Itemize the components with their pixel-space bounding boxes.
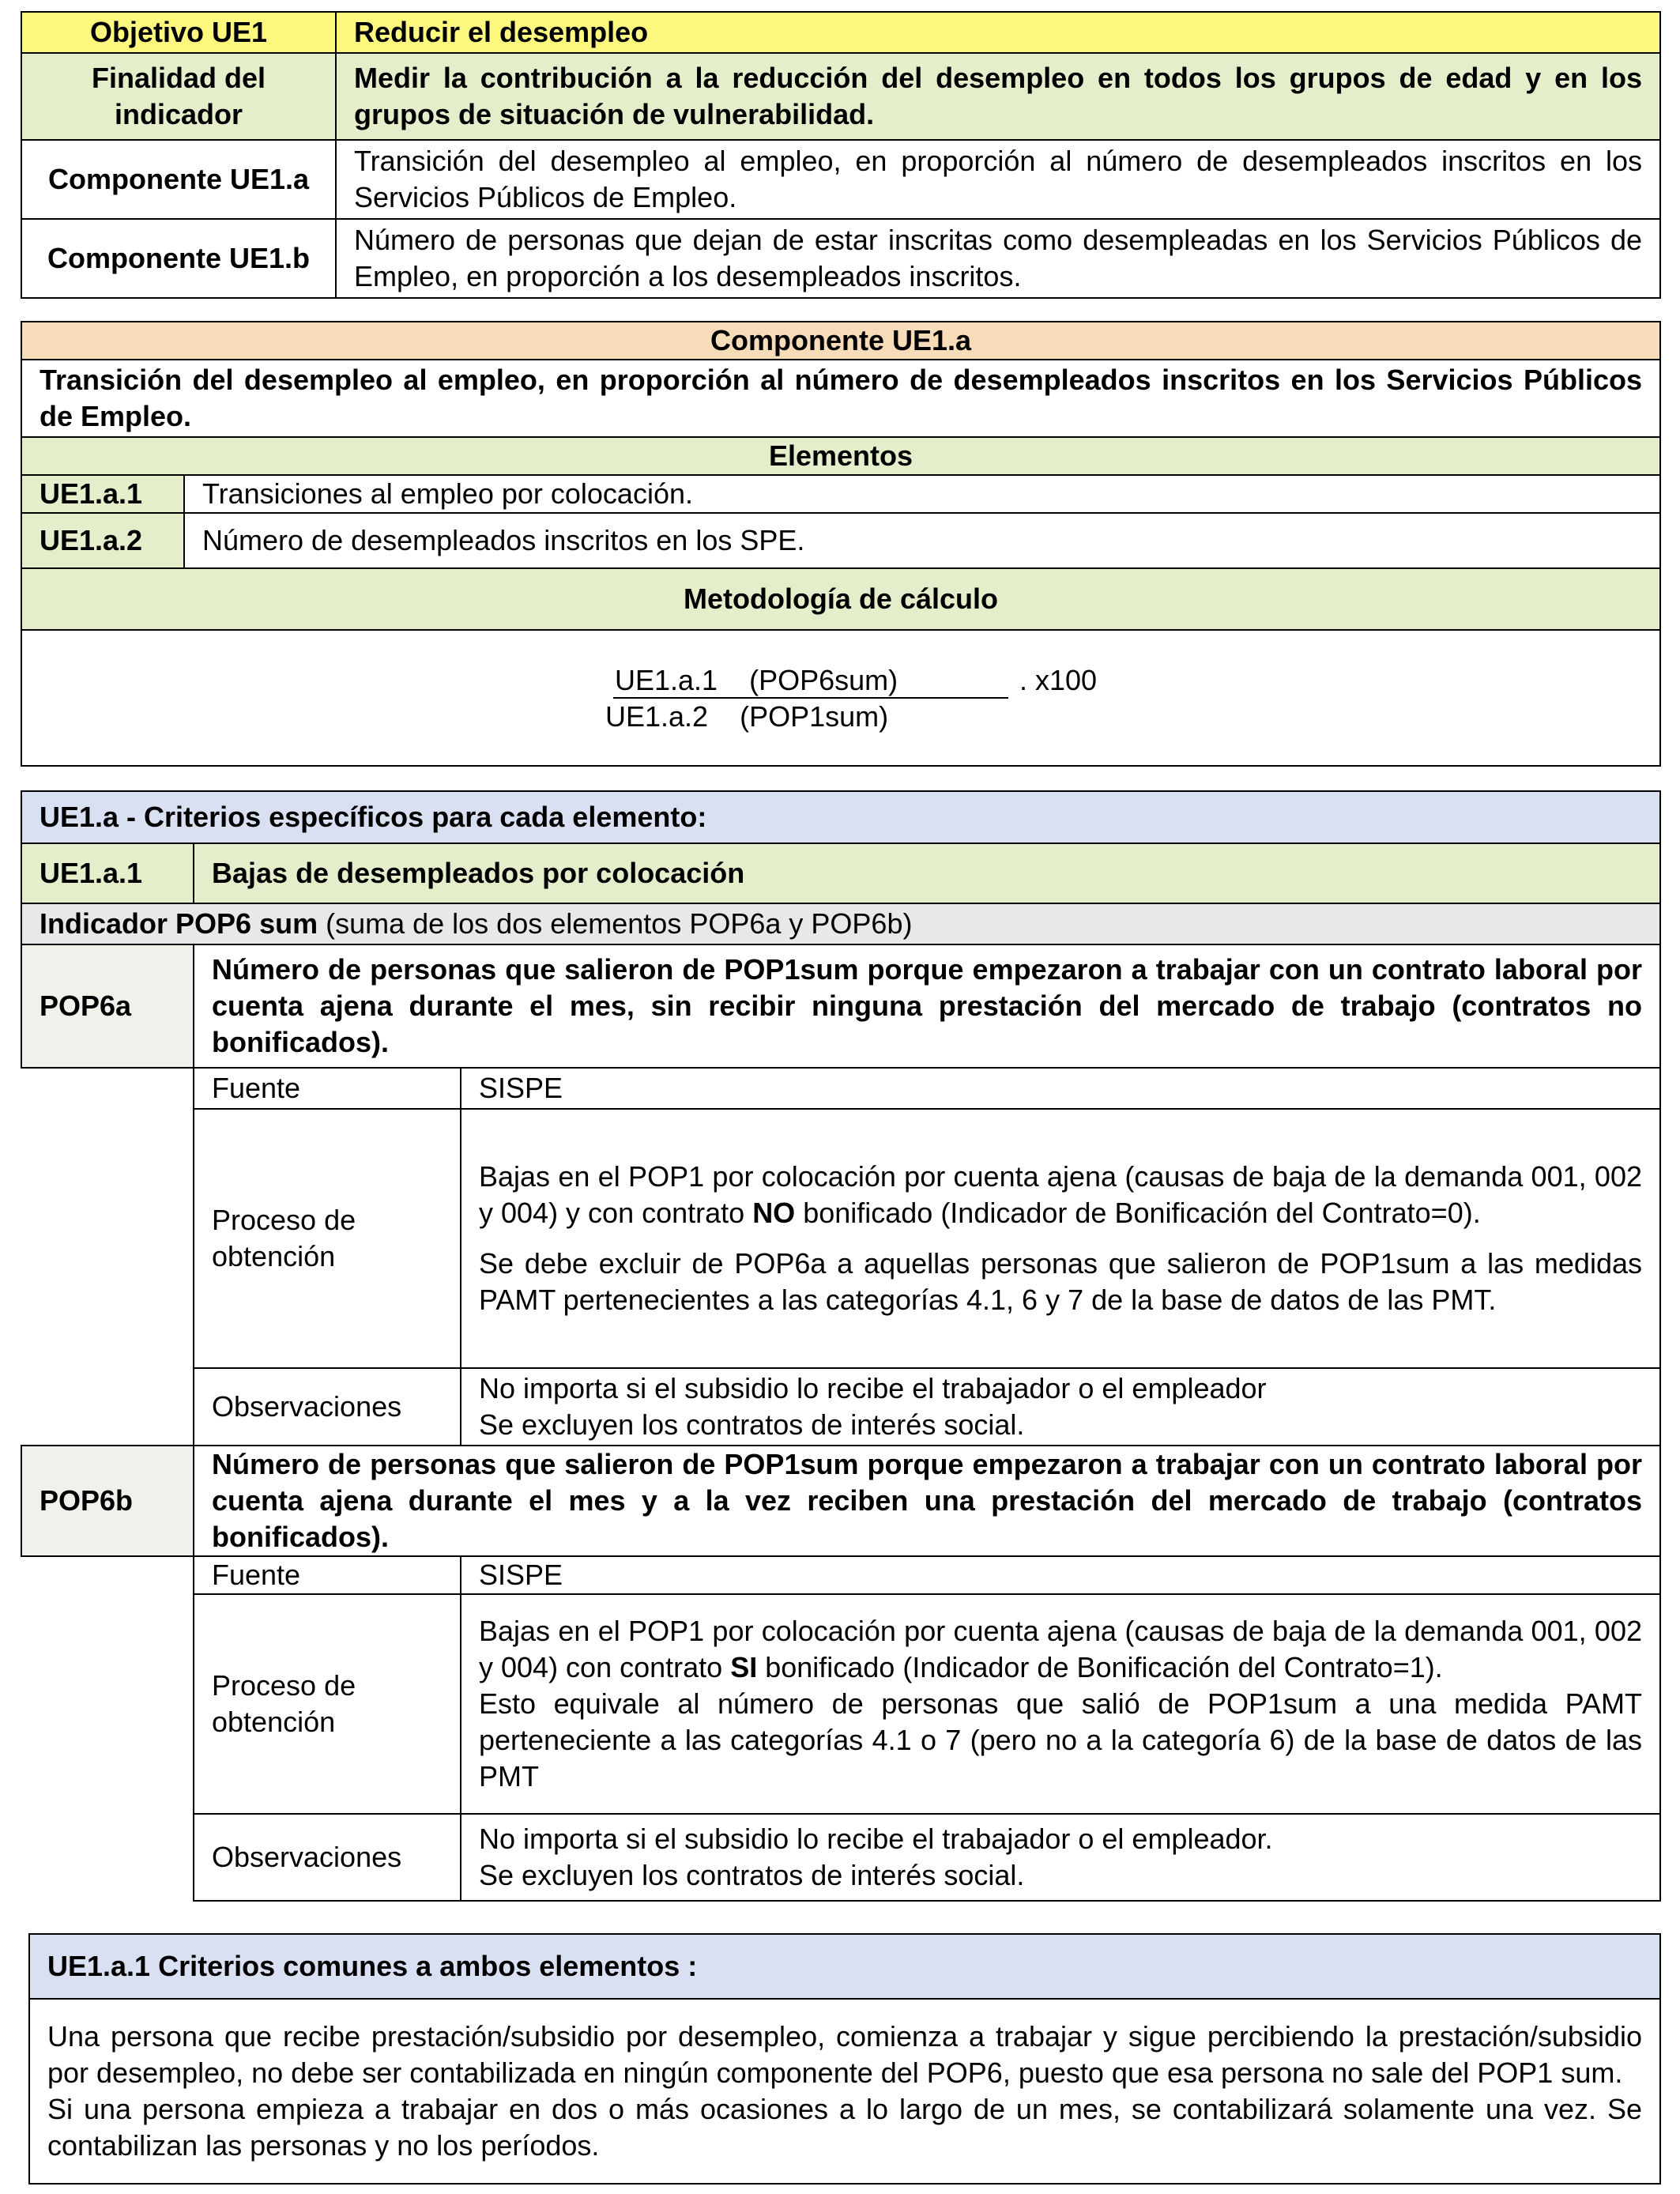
pop6a-proceso-value [461, 1109, 1660, 1368]
pop6a-code: POP6a [21, 944, 194, 1068]
summary-table [21, 11, 1661, 299]
componente-b-label: Componente UE1.b [21, 219, 336, 298]
element-code: UE1.a.1 [21, 475, 184, 513]
component-header: Componente UE1.a [21, 322, 1660, 360]
pop6b-obs-line: No importa si el subsidio lo recibe el trabajador o el empleador. [479, 1823, 1273, 1855]
formula-cell [21, 630, 1660, 766]
component-table [21, 321, 1661, 767]
pop6a-obs-value [461, 1368, 1660, 1446]
element-text: Número de desempleados inscritos en los SPE. [184, 513, 1660, 568]
component-description: Transición del desempleo al empleo, en proporción al número de desempleados inscritos en los Servicios Públicos de Empleo. [21, 360, 1660, 437]
criteria-element-code: UE1.a.1 [21, 843, 194, 903]
common-header: UE1.a.1 Criterios comunes a ambos elementos : [29, 1934, 1660, 1999]
pop6b-description: Número de personas que salieron de POP1sum porque empezaron a trabajar con un contrato laboral por cuenta ajena durante el mes y a la vez reciben una prestación del mercado de trabajo (contratos bonificados). [194, 1446, 1660, 1556]
pop6a-obs-label: Observaciones [194, 1368, 461, 1446]
formula-denominator: UE1.a.2 (POP1sum) [605, 700, 889, 733]
pop6a-description: Número de personas que salieron de POP1sum porque empezaron a trabajar con un contrato laboral por cuenta ajena durante el mes, sin recibir ninguna prestación del mercado de trabajo (contratos no bonificados). [194, 944, 1660, 1068]
pop6b-obs-line: Se excluyen los contratos de interés social. [479, 1859, 1025, 1891]
componente-b-value: Número de personas que dejan de estar inscritas como desempleadas en los Servicios Públicos de Empleo, en proporción a los desempleados inscritos. [336, 219, 1660, 298]
objetivo-label: Objetivo UE1 [21, 12, 336, 53]
pop6b-fuente-label: Fuente [194, 1556, 461, 1594]
finalidad-value: Medir la contribución a la reducción del desempleo en todos los grupos de edad y en los grupos de situación de vulnerabilidad. [336, 53, 1660, 140]
formula-numerator: UE1.a.1 (POP6sum) [615, 664, 898, 696]
pop6a-proceso-p1: Bajas en el POP1 por colocación por cuenta ajena (causas de baja de la demanda 001, 002 y 004) y con contrato NO bonificado (Indicador de Bonificación del Contrato=0). [479, 1160, 1642, 1229]
pop6a-proceso-p2: Se debe excluir de POP6a a aquellas personas que salieron de POP1sum a las medidas PAMT pertenecientes a las categorías 4.1, 6 y 7 de la base de datos de las PMT. [479, 1247, 1642, 1316]
criteria-table [21, 790, 1661, 1902]
method-header: Metodología de cálculo [21, 568, 1660, 630]
common-body [29, 1999, 1660, 2184]
pop6a-proceso-label: Proceso de obtención [194, 1109, 461, 1368]
pop6b-proceso-p1: Bajas en el POP1 por colocación por cuenta ajena (causas de baja de la demanda 001, 002 y 004) con contrato SI bonificado (Indicador de Bonificación del Contrato=1). [479, 1615, 1642, 1683]
element-row [21, 513, 1660, 568]
element-code: UE1.a.2 [21, 513, 184, 568]
common-criteria-table [28, 1933, 1661, 2185]
element-row [21, 475, 1660, 513]
pop6b-proceso-label: Proceso de obtención [194, 1594, 461, 1814]
pop6b-proceso-value [461, 1594, 1660, 1814]
formula [22, 631, 1659, 765]
common-p2: Si una persona empieza a trabajar en dos o más ocasiones a lo largo de un mes, se contabilizará solamente una vez. Se contabilizan las personas y no los períodos. [47, 2093, 1642, 2162]
elements-header: Elementos [21, 437, 1660, 475]
formula-multiplier: . x100 [1019, 664, 1098, 696]
pop6b-code: POP6b [21, 1446, 194, 1556]
finalidad-label: Finalidad del indicador [21, 53, 336, 140]
pop6a-obs-line: No importa si el subsidio lo recibe el trabajador o el empleador [479, 1372, 1267, 1404]
common-p1: Una persona que recibe prestación/subsidio por desempleo, comienza a trabajar y sigue percibiendo la prestación/subsidio por desempleo, no debe ser contabilizada en ningún componente del POP6, puesto que esa persona no sale del POP1 sum. [47, 2020, 1642, 2089]
indicator-note: (suma de los dos elementos POP6a y POP6b) [318, 907, 913, 940]
objetivo-value: Reducir el desempleo [336, 12, 1660, 53]
criteria-header: UE1.a - Criterios específicos para cada elemento: [21, 791, 1660, 843]
pop6a-fuente-label: Fuente [194, 1068, 461, 1109]
pop6b-fuente-value: SISPE [461, 1556, 1660, 1594]
pop6a-obs-line: Se excluyen los contratos de interés social. [479, 1408, 1025, 1441]
indicator-row [21, 903, 1660, 944]
componente-a-value: Transición del desempleo al empleo, en proporción al número de desempleados inscritos en los Servicios Públicos de Empleo. [336, 140, 1660, 219]
criteria-element-title: Bajas de desempleados por colocación [194, 843, 1660, 903]
element-text: Transiciones al empleo por colocación. [184, 475, 1660, 513]
componente-a-label: Componente UE1.a [21, 140, 336, 219]
pop6b-obs-value [461, 1814, 1660, 1901]
pop6a-fuente-value: SISPE [461, 1068, 1660, 1109]
pop6b-obs-label: Observaciones [194, 1814, 461, 1901]
pop6b-proceso-p2: Esto equivale al número de personas que salió de POP1sum a una medida PAMT perteneciente a las categorías 4.1 o 7 (pero no a la categoría 6) de la base de datos de las PMT [479, 1687, 1642, 1793]
indicator-name: Indicador POP6 sum [40, 907, 318, 940]
